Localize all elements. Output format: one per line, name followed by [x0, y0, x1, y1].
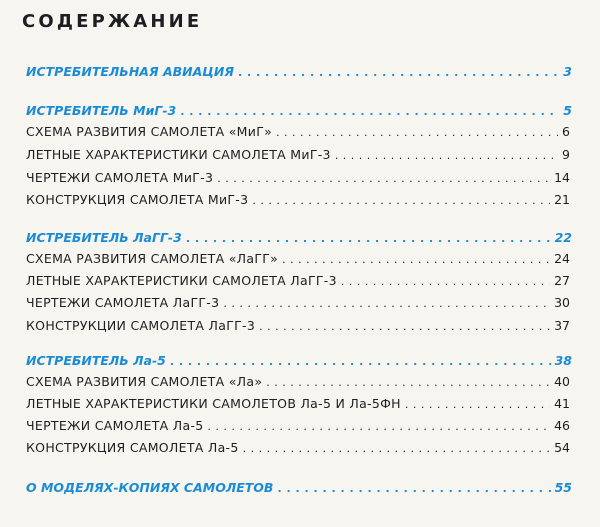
- dot-leader: [186, 232, 551, 245]
- toc-page-number: 41: [554, 396, 570, 411]
- toc-section-heading[interactable]: [26, 353, 572, 373]
- dot-leader: [170, 355, 551, 368]
- toc-page-number: 5: [563, 103, 572, 118]
- toc-entry-label: КОНСТРУКЦИЯ САМОЛЕТА МиГ-3: [26, 192, 249, 207]
- toc-page-number: 38: [554, 353, 572, 368]
- toc-page-number: 30: [554, 295, 570, 310]
- toc-entry[interactable]: [26, 440, 572, 460]
- toc-entry-label: ИСТРЕБИТЕЛЬ Ла-5: [26, 353, 166, 368]
- toc-entry[interactable]: [26, 418, 572, 438]
- dot-leader: [335, 149, 558, 162]
- toc-entry-label: СХЕМА РАЗВИТИЯ САМОЛЕТА «ЛаГГ»: [26, 251, 279, 266]
- toc-page-number: 24: [554, 251, 570, 266]
- toc-entry-label: ИСТРЕБИТЕЛЬ МиГ-3: [26, 103, 177, 118]
- dot-leader: [276, 126, 558, 139]
- toc-entry-label: ИСТРЕБИТЕЛЬНАЯ АВИАЦИЯ: [26, 64, 234, 79]
- toc-entry[interactable]: [26, 251, 572, 271]
- page-title: СОДЕРЖАНИЕ: [22, 11, 203, 32]
- toc-page-number: 54: [554, 440, 570, 455]
- dot-leader: [223, 297, 550, 310]
- dot-leader: [405, 398, 550, 411]
- toc-entry-label: ЧЕРТЕЖИ САМОЛЕТА Ла-5: [26, 418, 204, 433]
- toc-entry[interactable]: [26, 374, 572, 394]
- toc-entry-label: СХЕМА РАЗВИТИЯ САМОЛЕТА «Ла»: [26, 374, 263, 389]
- toc-entry-label: ЧЕРТЕЖИ САМОЛЕТА МиГ-3: [26, 170, 214, 185]
- toc-entry[interactable]: [26, 273, 572, 293]
- toc-page-number: 55: [554, 480, 572, 495]
- dot-leader: [243, 442, 550, 455]
- toc-page-number: 46: [554, 418, 570, 433]
- toc-page-number: 27: [554, 273, 570, 288]
- dot-leader: [266, 376, 550, 389]
- dot-leader: [217, 172, 550, 185]
- toc-section-heading[interactable]: [26, 480, 572, 500]
- toc-entry-label: КОНСТРУКЦИИ САМОЛЕТА ЛаГГ-3: [26, 318, 256, 333]
- toc-entry-label: ИСТРЕБИТЕЛЬ ЛаГГ-3: [26, 230, 182, 245]
- dot-leader: [282, 253, 550, 266]
- toc-page-number: 40: [554, 374, 570, 389]
- toc-entry-label: КОНСТРУКЦИЯ САМОЛЕТА Ла-5: [26, 440, 239, 455]
- dot-leader: [259, 320, 550, 333]
- toc-page-number: 22: [554, 230, 572, 245]
- toc-page-number: 3: [563, 64, 572, 79]
- dot-leader: [341, 275, 550, 288]
- toc-entry[interactable]: [26, 170, 572, 190]
- dot-leader: [208, 420, 551, 433]
- toc-entry-label: О МОДЕЛЯХ-КОПИЯХ САМОЛЕТОВ: [26, 480, 274, 495]
- toc-entry-label: ЛЕТНЫЕ ХАРАКТЕРИСТИКИ САМОЛЕТА ЛаГГ-3: [26, 273, 337, 288]
- toc-entry[interactable]: [26, 124, 572, 144]
- toc-section-heading[interactable]: [26, 103, 572, 123]
- toc-entry[interactable]: [26, 147, 572, 167]
- toc-entry[interactable]: [26, 396, 572, 416]
- toc-page-number: 14: [554, 170, 570, 185]
- toc-page-number: 6: [562, 124, 570, 139]
- toc-entry[interactable]: [26, 295, 572, 315]
- dot-leader: [238, 66, 559, 79]
- toc-section-heading[interactable]: [26, 230, 572, 250]
- toc-page-number: 9: [562, 147, 570, 162]
- dot-leader: [252, 194, 550, 207]
- toc-entry-label: ЛЕТНЫЕ ХАРАКТЕРИСТИКИ САМОЛЕТОВ Ла-5 И Ла-5ФН: [26, 396, 401, 411]
- toc-entry-label: СХЕМА РАЗВИТИЯ САМОЛЕТА «МиГ»: [26, 124, 273, 139]
- dot-leader: [180, 105, 559, 118]
- toc-page-number: 21: [554, 192, 570, 207]
- toc-page-number: 37: [554, 318, 570, 333]
- toc-entry[interactable]: [26, 192, 572, 212]
- toc-entry-label: ЛЕТНЫЕ ХАРАКТЕРИСТИКИ САМОЛЕТА МиГ-3: [26, 147, 331, 162]
- toc-entry-label: ЧЕРТЕЖИ САМОЛЕТА ЛаГГ-3: [26, 295, 220, 310]
- dot-leader: [277, 482, 550, 495]
- toc-entry[interactable]: [26, 318, 572, 338]
- toc-section-heading[interactable]: [26, 64, 572, 84]
